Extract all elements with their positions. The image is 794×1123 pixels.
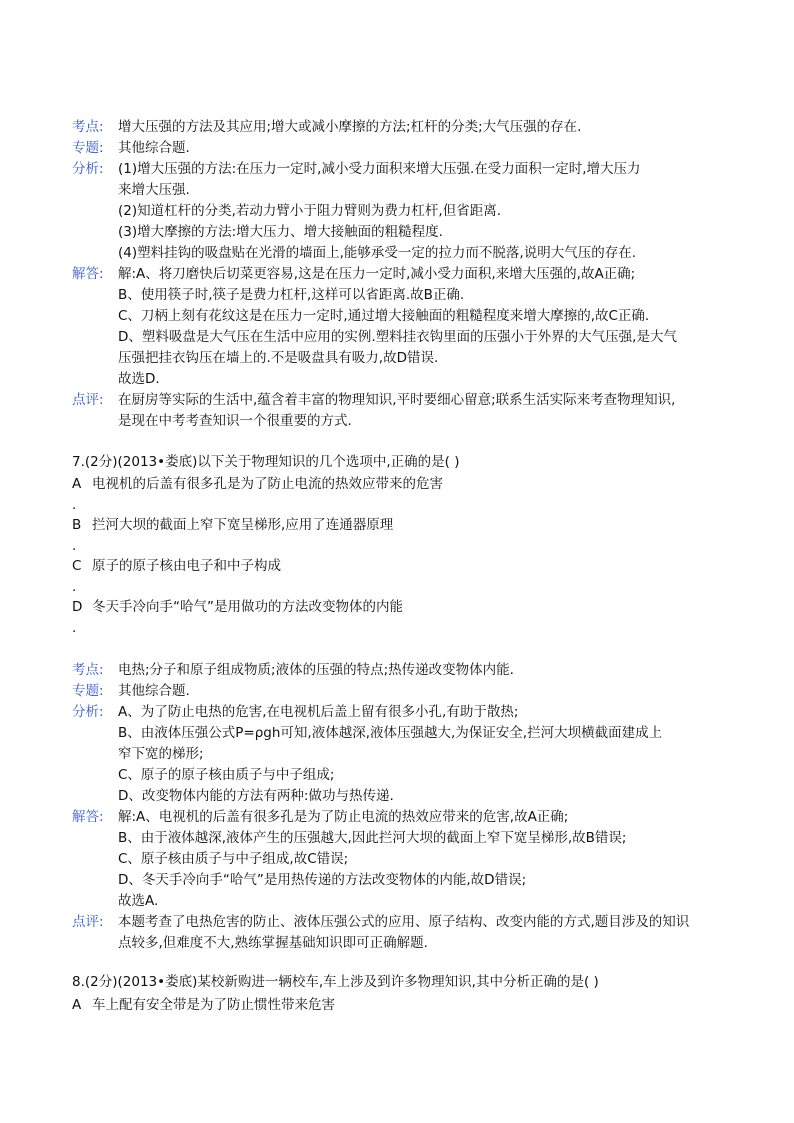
option-text: 冬天手冷向手“哈气”是用做功的方法改变物体的内能	[92, 599, 403, 615]
kaodian-row	[72, 660, 732, 681]
fenxi-row	[72, 702, 732, 723]
dianping-row	[72, 390, 732, 411]
jieda-row	[72, 807, 732, 828]
fenxi-line: C、原子的原子核由质子与中子组成;	[118, 767, 335, 783]
kaodian-text: 增大压强的方法及其应用;增大或减小摩擦的方法;杠杆的分类;大气压强的存在.	[118, 119, 582, 135]
kaodian-label: 考点:	[72, 119, 104, 135]
dianping-line: 本题考查了电热危害的防止、液体压强公式的应用、原子结构、改变内能的方式,题目涉及的知识	[118, 914, 690, 930]
option-text: 电视机的后盖有很多孔是为了防止电流的热效应带来的危害	[92, 476, 443, 492]
q8-option-a	[72, 995, 732, 1016]
jieda-line: C、刀柄上刻有花纹这是在压力一定时,通过增大接触面的粗糙程度来增大摩擦的,故C正确.	[118, 308, 650, 324]
kaodian-label: 考点:	[72, 662, 104, 678]
fenxi-label: 分析:	[72, 161, 104, 177]
zhuanti-text: 其他综合题.	[118, 140, 190, 156]
fenxi-line: 窄下宽的梯形;	[118, 746, 204, 762]
option-text: 车上配有安全带是为了防止惯性带来危害	[92, 997, 335, 1013]
q6-analysis	[72, 117, 732, 432]
zhuanti-label: 专题:	[72, 683, 104, 699]
fenxi-line: D、改变物体内能的方法有两种:做功与热传递.	[118, 788, 394, 804]
q8-block	[72, 972, 732, 1016]
fenxi-line: (1)增大压强的方法:在压力一定时,减小受力面积来增大压强.在受力面积一定时,增大压力	[118, 161, 641, 177]
fenxi-line: (3)增大摩擦的方法:增大压力、增大接触面的粗糙程度.	[118, 224, 443, 240]
dianping-line: 是现在中考考查知识一个很重要的方式.	[118, 413, 352, 429]
q7-analysis	[72, 660, 732, 954]
jieda-line: D、塑料吸盘是大气压在生活中应用的实例.塑料挂衣钩里面的压强小于外界的大气压强,是大气	[118, 329, 677, 345]
zhuanti-text: 其他综合题.	[118, 683, 190, 699]
kaodian-text: 电热;分子和原子组成物质;液体的压强的特点;热传递改变物体内能.	[118, 662, 514, 678]
q7-stem: 7.(2分)(2013•娄底)以下关于物理知识的几个选项中,正确的是( )	[72, 454, 460, 470]
dianping-line: 在厨房等实际的生活中,蕴含着丰富的物理知识,平时要细心留意;联系生活实际来考查物理知识,	[118, 392, 676, 408]
jieda-label: 解答:	[72, 266, 104, 282]
fenxi-line: B、由液体压强公式P=ρgh可知,液体越深,液体压强越大,为保证安全,拦河大坝横截面建成上	[118, 725, 663, 741]
jieda-line: 故选D.	[118, 371, 160, 387]
fenxi-line: (4)塑料挂钩的吸盘贴在光滑的墙面上,能够承受一定的拉力而不脱落,说明大气压的存在.	[118, 245, 636, 261]
option-letter: B	[72, 517, 82, 533]
q7-option-d	[72, 597, 732, 618]
jieda-line: B、由于液体越深,液体产生的压强越大,因此拦河大坝的截面上窄下宽呈梯形,故B错误;	[118, 830, 627, 846]
option-letter: C	[72, 558, 82, 574]
jieda-line: 解:A、电视机的后盖有很多孔是为了防止电流的热效应带来的危害,故A正确;	[118, 809, 569, 825]
option-text: 拦河大坝的截面上窄下宽呈梯形,应用了连通器原理	[92, 517, 394, 533]
jieda-line: C、原子核由质子与中子组成,故C错误;	[118, 851, 349, 867]
jieda-row	[72, 264, 732, 285]
option-dot: .	[72, 620, 77, 636]
option-letter: D	[72, 599, 83, 615]
fenxi-label: 分析:	[72, 704, 104, 720]
fenxi-line: A、为了防止电热的危害,在电视机后盖上留有很多小孔,有助于散热;	[118, 704, 519, 720]
q8-stem: 8.(2分)(2013•娄底)某校新购进一辆校车,车上涉及到许多物理知识,其中分析正确的是( )	[72, 974, 599, 990]
zhuanti-row	[72, 138, 732, 159]
option-dot: .	[72, 538, 77, 554]
dianping-label: 点评:	[72, 914, 104, 930]
jieda-line: 解:A、将刀磨快后切菜更容易,这是在压力一定时,减小受力面积,来增大压强的,故A正确;	[118, 266, 636, 282]
option-dot: .	[72, 497, 77, 513]
jieda-label: 解答:	[72, 809, 104, 825]
q7-option-c	[72, 556, 732, 577]
dianping-label: 点评:	[72, 392, 104, 408]
option-text: 原子的原子核由电子和中子构成	[92, 558, 281, 574]
jieda-line: D、冬天手冷向手“哈气”是用热传递的方法改变物体的内能,故D错误;	[118, 872, 527, 888]
option-letter: A	[72, 476, 82, 492]
jieda-line: 故选A.	[118, 893, 159, 909]
jieda-line: B、使用筷子时,筷子是费力杠杆,这样可以省距离.故B正确.	[118, 287, 465, 303]
dianping-line: 点较多,但难度不大,熟练掌握基础知识即可正确解题.	[118, 935, 428, 951]
jieda-line: 压强把挂衣钩压在墙上的.不是吸盘具有吸力,故D错误.	[118, 350, 439, 366]
dianping-row	[72, 912, 732, 933]
zhuanti-row	[72, 681, 732, 702]
q7-block	[72, 452, 732, 638]
kaodian-row	[72, 117, 732, 138]
fenxi-row	[72, 159, 732, 180]
option-letter: A	[72, 997, 82, 1013]
zhuanti-label: 专题:	[72, 140, 104, 156]
option-dot: .	[72, 579, 77, 595]
q7-option-a	[72, 474, 732, 495]
fenxi-line: (2)知道杠杆的分类,若动力臂小于阻力臂则为费力杠杆,但省距离.	[118, 203, 501, 219]
fenxi-line: 来增大压强.	[118, 182, 190, 198]
q7-option-b	[72, 515, 732, 536]
